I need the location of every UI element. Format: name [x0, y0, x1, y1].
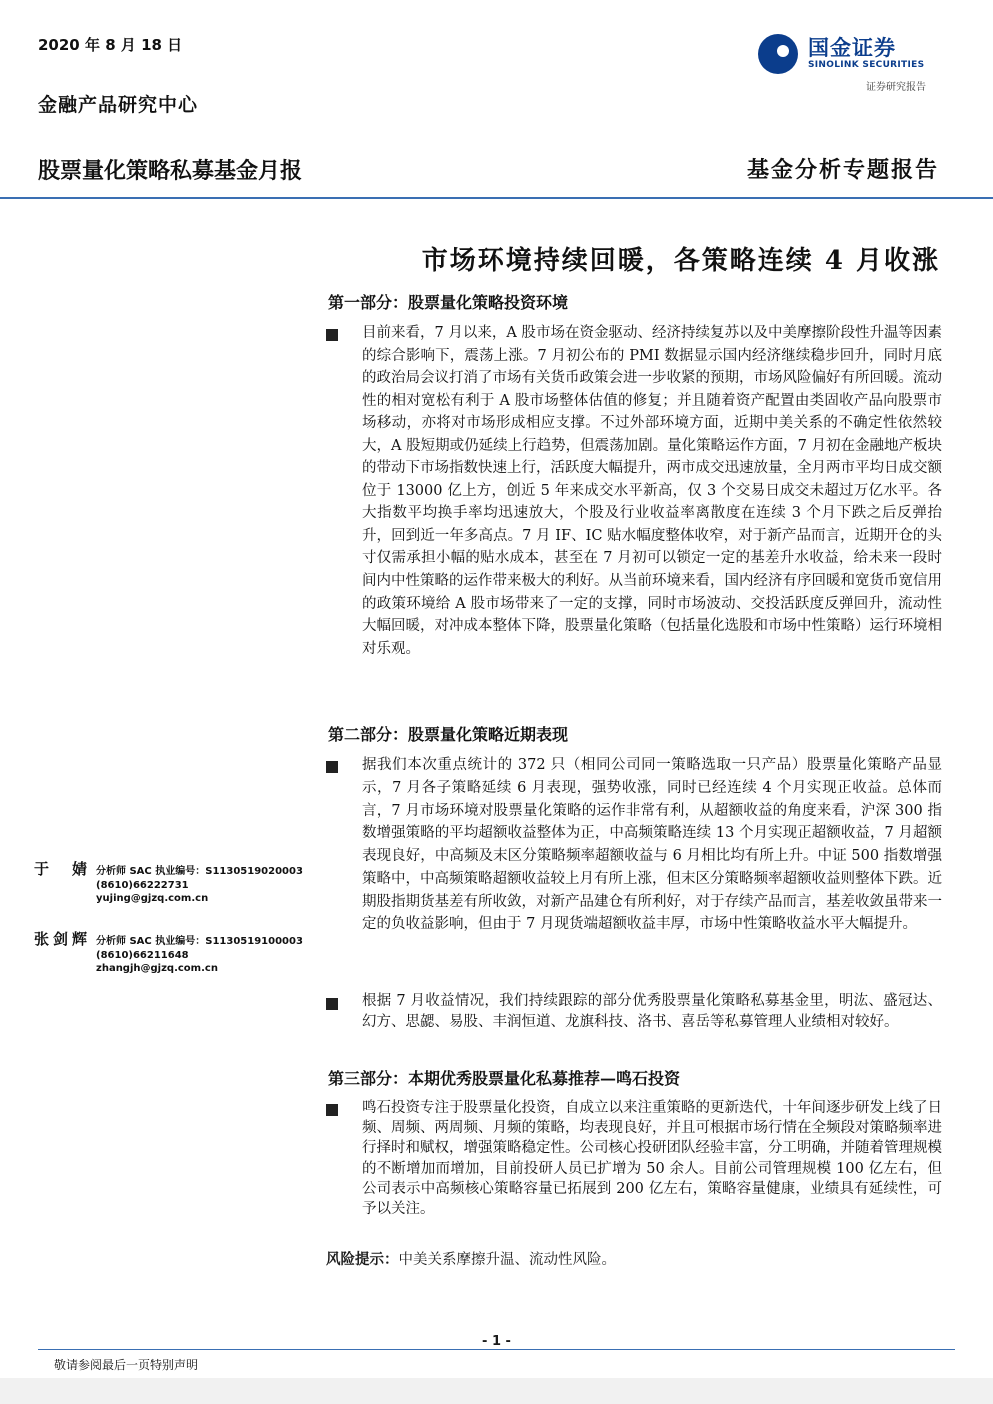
headline: 市场环境持续回暖，各策略连续 4 月收涨: [421, 246, 940, 276]
footer-disclaimer: 敬请参阅最后一页特别声明: [54, 1358, 199, 1372]
analyst-name: 张剑辉: [34, 930, 92, 948]
risk-label: 风险提示：: [326, 1251, 399, 1268]
analyst-email[interactable]: yujing@gjzq.com.cn: [96, 893, 209, 904]
page-number: - 1 -: [476, 1334, 517, 1349]
analyst-sac-number: 分析师 SAC 执业编号：S1130519020003: [96, 866, 303, 877]
page-number-wrap: [0, 1334, 993, 1349]
section-3-paragraph: 鸣石投资专注于股票量化投资，自成立以来注重策略的更新迭代，十年间逐步研发上线了日频、周频、两周频、月频的策略，均表现良好，并且可根据市场行情在全频段对策略频率进行择时和赋权，增强策略稳定性。公司核心投研团队经验丰富，分工明确，并随着管理规模的不断增加而增加，目前投研人员已扩增为 50 余人。目前公司管理规模 100 亿左右，但公司表示中高频核心策略容量已拓展到 200 亿左右，策略容量健康，业绩具有延续性，可予以关注。: [362, 1100, 942, 1218]
bullet-square-icon: [326, 761, 338, 773]
section-heading-2: 第二部分：股票量化策略近期表现: [328, 725, 569, 744]
footer-divider: [38, 1349, 955, 1350]
section-1-paragraph: 目前来看，7 月以来，A 股市场在资金驱动、经济持续复苏以及中美摩擦阶段性升温等因素的综合影响下，震荡上涨。7 月初公布的 PMI 数据显示国内经济继续稳步回升，同时月底的政治局会议打消了市场有关货币政策会进一步收紧的预期，市场风险偏好有所回暖。流动性的相对宽松有利于 A 股市场整体估值的修复；并且随着资产配置由类固收产品向股票市场移动，亦将对市场形成相应支撑。不过外部环境方面，近期中美关系的不确定性依然较大，A 股短期或仍延续上行趋势，但震荡加剧。量化策略运作方面，7 月初在金融地产板块的带动下市场指数快速上行，活跃度大幅提升，两市成交迅速放量，全月两市平均日成交额位于 13000 亿上方，创近 5 年来成交水平新高，仅 3 个交易日成交未超过万亿水平。各大指数平均换手率均迅速放大，个股及行业收益率离散度在连续 3 个月下跌之后反弹抬升，回到近一年多高点。7 月 IF、IC 贴水幅度整体收窄，对于新产品而言，近期开仓的头寸仅需承担小幅的贴水成本，甚至在 7 月初可以锁定一定的基差升水收益，给未来一段时间内中性策略的运作带来极大的利好。从当前环境来看，国内经济有序回暖和宽货币宽信用的政策环境给 A 股市场带来了一定的支撑，同时市场波动、交投活跃度反弹回升，流动性大幅回暖，对冲成本整体下降，股票量化策略（包括量化选股和市场中性策略）运行环境相对乐观。: [362, 325, 942, 657]
risk-notice: [326, 1248, 616, 1269]
section-heading-1: 第一部分：股票量化策略投资环境: [328, 293, 569, 312]
analyst-phone: (8610)66211648: [96, 950, 189, 961]
logo-text-en: SINOLINK SECURITIES: [808, 60, 925, 70]
report-type: 基金分析专题报告: [746, 157, 939, 183]
header-divider: [0, 197, 993, 199]
analyst-sac-number: 分析师 SAC 执业编号：S1130519100003: [96, 936, 303, 947]
logo-text-cn: 国金证券: [808, 36, 896, 60]
analyst-email[interactable]: zhangjh@gjzq.com.cn: [96, 963, 218, 974]
analyst-name: 于 婧: [34, 860, 92, 878]
report-date: 2020 年 8 月 18 日: [38, 36, 183, 54]
sinolink-logo-icon: [756, 32, 800, 76]
bullet-square-icon: [326, 329, 338, 341]
footer-band: [0, 1378, 993, 1404]
analyst-phone: (8610)66222731: [96, 880, 189, 891]
company-logo: [756, 30, 946, 76]
section-2-paragraph-1: 据我们本次重点统计的 372 只（相同公司同一策略选取一只产品）股票量化策略产品显示，7 月各子策略延续 6 月表现，强势收涨，同时已经连续 4 个月实现正收益。总体而言，7 月市场环境对股票量化策略的运作非常有利，从超额收益的角度来看，沪深 300 指数增强策略的平均超额收益整体为正，中高频策略连续 13 个月实现正超额收益，7 月超额表现良好，中高频及末区分策略频率超额收益与 6 月相比均有所上升。中证 500 指数增强策略中，中高频策略超额收益较上月有所上涨，但末区分策略频率超额收益则整体下跌。近期股指期货基差有所收敛，对新产品建仓有所利好，对于存续产品而言，基差收敛虽带来一定的负收益影响，但由于 7 月现货端超额收益丰厚，市场中性策略收益水平大幅提升。: [362, 757, 942, 933]
section-heading-3: 第三部分：本期优秀股票量化私募推荐—鸣石投资: [328, 1069, 681, 1088]
report-title: 股票量化策略私募基金月报: [38, 159, 303, 184]
bullet-square-icon: [326, 998, 338, 1010]
risk-text: 中美关系摩擦升温、流动性风险。: [398, 1252, 616, 1268]
bullet-square-icon: [326, 1104, 338, 1116]
report-kind: 证券研究报告: [866, 82, 926, 93]
research-dept: 金融产品研究中心: [38, 94, 199, 116]
section-2-paragraph-2: 根据 7 月收益情况，我们持续跟踪的部分优秀股票量化策略私募基金里，明汯、盛冠达、幻方、思勰、易股、丰润恒道、龙旗科技、洛书、喜岳等私募管理人业绩相对较好。: [362, 993, 942, 1030]
